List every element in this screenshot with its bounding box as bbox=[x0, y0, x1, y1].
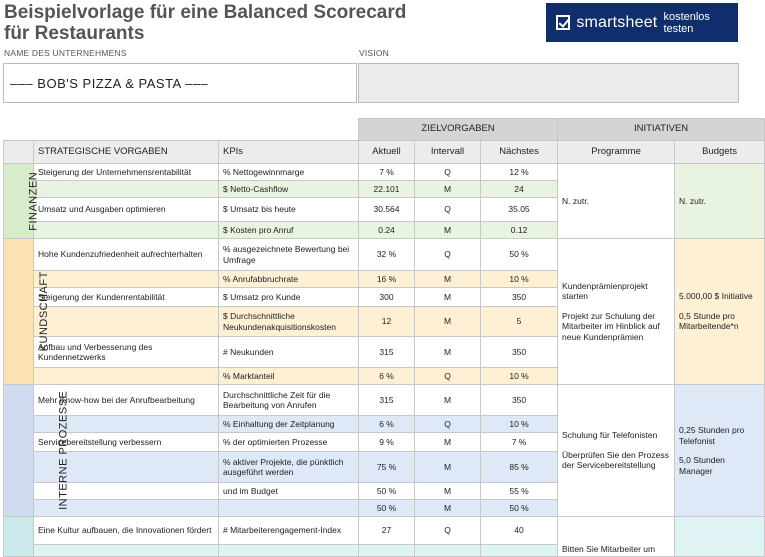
section-label-customer: KUNDSCHAFT bbox=[4, 239, 34, 385]
current-cell[interactable]: 6 % bbox=[359, 416, 415, 433]
interval-cell[interactable]: Q bbox=[415, 239, 481, 271]
vision-label: VISION bbox=[359, 48, 390, 58]
interval-cell[interactable]: Q bbox=[415, 517, 481, 545]
current-cell[interactable]: 7 % bbox=[359, 164, 415, 181]
current-header: Aktuell bbox=[359, 141, 415, 164]
company-label: NAME DES UNTERNEHMENS bbox=[4, 48, 127, 58]
next-cell[interactable]: 35.05 bbox=[481, 198, 558, 222]
kpi-cell[interactable]: % Nettogewinnmarge bbox=[219, 164, 359, 181]
budgets-header: Budgets bbox=[675, 141, 765, 164]
smartsheet-logo-icon bbox=[556, 15, 570, 30]
interval-header: Intervall bbox=[415, 141, 481, 164]
budget-line: 5,0 Stunden Manager bbox=[679, 455, 725, 476]
interval-cell[interactable]: M bbox=[415, 181, 481, 198]
interval-cell[interactable]: M bbox=[415, 271, 481, 288]
current-cell[interactable]: 22.101 bbox=[359, 181, 415, 198]
current-cell[interactable]: 27 bbox=[359, 517, 415, 545]
targets-group-header: ZIELVORGABEN bbox=[359, 119, 558, 141]
next-cell[interactable]: 5 bbox=[481, 307, 558, 337]
objective-cell[interactable] bbox=[34, 181, 219, 198]
current-cell[interactable]: 315 bbox=[359, 385, 415, 416]
scorecard-table bbox=[3, 118, 765, 557]
page-title: Beispielvorlage für eine Balanced Scorecard für Restaurants bbox=[4, 2, 407, 44]
objective-cell[interactable] bbox=[34, 368, 219, 385]
interval-cell[interactable]: Q bbox=[415, 368, 481, 385]
interval-cell[interactable]: M bbox=[415, 500, 481, 517]
kpi-cell[interactable]: # Neukunden bbox=[219, 337, 359, 368]
objective-cell[interactable]: Aufbau und Verbesserung des Kundennetzwerks bbox=[34, 337, 219, 368]
kpi-cell[interactable]: % aktiver Projekte, die pünktlich ausgeführt werden bbox=[219, 452, 359, 483]
budget-cell[interactable] bbox=[675, 239, 765, 385]
kpi-cell[interactable] bbox=[219, 500, 359, 517]
next-cell[interactable]: 55 % bbox=[481, 483, 558, 500]
next-cell[interactable]: 50 % bbox=[481, 239, 558, 271]
smartsheet-trial-banner[interactable] bbox=[546, 3, 738, 42]
program-cell[interactable]: N. zutr. bbox=[558, 164, 675, 239]
budget-cell[interactable] bbox=[675, 385, 765, 517]
budget-line: 5.000,00 $ Initiative bbox=[679, 291, 753, 302]
current-cell[interactable]: 50 % bbox=[359, 500, 415, 517]
objective-cell[interactable]: Umsatz und Ausgaben optimieren bbox=[34, 198, 219, 222]
objective-cell[interactable] bbox=[34, 307, 219, 337]
interval-cell[interactable]: Q bbox=[415, 416, 481, 433]
next-cell[interactable]: 10 % bbox=[481, 416, 558, 433]
next-cell[interactable]: 10 % bbox=[481, 368, 558, 385]
objective-cell[interactable] bbox=[34, 222, 219, 239]
next-cell[interactable]: 85 % bbox=[481, 452, 558, 483]
next-cell[interactable]: 50 % bbox=[481, 500, 558, 517]
kpi-cell[interactable]: % der optimierten Prozesse bbox=[219, 433, 359, 452]
next-cell[interactable]: 350 bbox=[481, 288, 558, 307]
objective-cell[interactable] bbox=[34, 271, 219, 288]
current-cell[interactable]: 0.24 bbox=[359, 222, 415, 239]
budget-cell[interactable] bbox=[675, 517, 765, 557]
interval-cell[interactable]: M bbox=[415, 385, 481, 416]
kpi-cell[interactable]: % Einhaltung der Zeitplanung bbox=[219, 416, 359, 433]
vision-field[interactable] bbox=[358, 63, 739, 103]
objective-cell[interactable]: Mehr Know-how bei der Anrufbearbeitung bbox=[34, 385, 219, 416]
interval-cell[interactable]: M bbox=[415, 307, 481, 337]
budget-line: 0,5 Stunde pro Mitarbeitende*n bbox=[679, 310, 739, 332]
current-cell[interactable]: 50 % bbox=[359, 483, 415, 500]
brand-name: smartsheet bbox=[576, 13, 658, 31]
objective-cell[interactable]: Hohe Kundenzufriedenheit aufrechterhalten bbox=[34, 239, 219, 271]
program-line: Kundenprämienprojekt starten bbox=[562, 280, 648, 302]
objective-cell[interactable]: Steigerung der Kundenrentabilität bbox=[34, 288, 219, 307]
program-line: Überprüfen Sie den Prozess der Servicebereitstellung bbox=[562, 449, 669, 471]
kpi-cell[interactable]: % ausgezeichnete Bewertung bei Umfrage bbox=[219, 239, 359, 271]
interval-cell[interactable]: M bbox=[415, 483, 481, 500]
kpi-cell[interactable]: # Mitarbeiterengagement-Index bbox=[219, 517, 359, 545]
next-header: Nächstes bbox=[481, 141, 558, 164]
objective-cell[interactable]: Eine Kultur aufbauen, die Innovationen fördert bbox=[34, 517, 219, 545]
kpi-cell[interactable]: $ Kosten pro Anruf bbox=[219, 222, 359, 239]
programs-header: Programme bbox=[558, 141, 675, 164]
interval-cell[interactable]: M bbox=[415, 452, 481, 483]
current-cell[interactable]: 315 bbox=[359, 337, 415, 368]
trial-link[interactable]: kostenlos testen bbox=[663, 10, 710, 35]
current-cell[interactable]: 6 % bbox=[359, 368, 415, 385]
interval-cell[interactable]: M bbox=[415, 433, 481, 452]
interval-cell[interactable]: M bbox=[415, 222, 481, 239]
kpi-cell[interactable]: $ Umsatz bis heute bbox=[219, 198, 359, 222]
initiatives-group-header: INITIATIVEN bbox=[558, 119, 765, 141]
current-cell[interactable]: 16 % bbox=[359, 271, 415, 288]
interval-cell[interactable]: M bbox=[415, 288, 481, 307]
kpis-header: KPIs bbox=[219, 141, 359, 164]
current-cell[interactable]: 300 bbox=[359, 288, 415, 307]
current-cell[interactable]: 32 % bbox=[359, 239, 415, 271]
next-cell[interactable]: 350 bbox=[481, 385, 558, 416]
section-label-finance: FINANZEN bbox=[4, 164, 34, 239]
program-cell[interactable] bbox=[558, 239, 675, 385]
next-cell[interactable]: 24 bbox=[481, 181, 558, 198]
current-cell[interactable]: 75 % bbox=[359, 452, 415, 483]
next-cell[interactable]: 350 bbox=[481, 337, 558, 368]
program-line: Projekt zur Schulung der Mitarbeiter im Hinblick auf neue Kundenprämien bbox=[562, 310, 660, 342]
section-label-internal-processes: INTERNE PROZESSE bbox=[4, 385, 34, 517]
next-cell[interactable]: 10 % bbox=[481, 271, 558, 288]
current-cell[interactable]: 9 % bbox=[359, 433, 415, 452]
interval-cell[interactable]: Q bbox=[415, 198, 481, 222]
program-line: Schulung für Telefonisten bbox=[562, 430, 658, 441]
kpi-cell[interactable]: $ Netto-Cashflow bbox=[219, 181, 359, 198]
kpi-cell[interactable]: % Marktanteil bbox=[219, 368, 359, 385]
next-cell[interactable]: 40 bbox=[481, 517, 558, 545]
kpi-cell[interactable]: Durchschnittliche Zeit für die Bearbeitung von Anrufen bbox=[219, 385, 359, 416]
kpi-cell[interactable]: $ Umsatz pro Kunde bbox=[219, 288, 359, 307]
program-cell[interactable] bbox=[558, 385, 675, 517]
next-cell[interactable]: 12 % bbox=[481, 164, 558, 181]
objectives-header: STRATEGISCHE VORGABEN bbox=[34, 141, 219, 164]
program-cell[interactable]: Bitten Sie Mitarbeiter um bbox=[558, 517, 675, 557]
next-cell[interactable]: 0.12 bbox=[481, 222, 558, 239]
next-cell[interactable]: 7 % bbox=[481, 433, 558, 452]
current-cell[interactable]: 12 bbox=[359, 307, 415, 337]
kpi-cell[interactable]: $ Durchschnittliche Neukundenakquisitionskosten bbox=[219, 307, 359, 337]
section-label-learning bbox=[4, 517, 34, 557]
interval-cell[interactable]: Q bbox=[415, 164, 481, 181]
kpi-cell[interactable]: % Anrufabbruchrate bbox=[219, 271, 359, 288]
kpi-cell[interactable]: und im Budget bbox=[219, 483, 359, 500]
objective-cell[interactable]: Steigerung der Unternehmensrentabilität bbox=[34, 164, 219, 181]
company-name-field[interactable]: ––– BOB'S PIZZA & PASTA ––– bbox=[3, 63, 357, 103]
objective-cell[interactable]: Servicebereitstellung verbessern bbox=[34, 433, 219, 452]
interval-cell[interactable]: M bbox=[415, 337, 481, 368]
budget-line: 0,25 Stunden pro Telefonist bbox=[679, 425, 745, 446]
current-cell[interactable]: 30.564 bbox=[359, 198, 415, 222]
budget-cell[interactable]: N. zutr. bbox=[675, 164, 765, 239]
